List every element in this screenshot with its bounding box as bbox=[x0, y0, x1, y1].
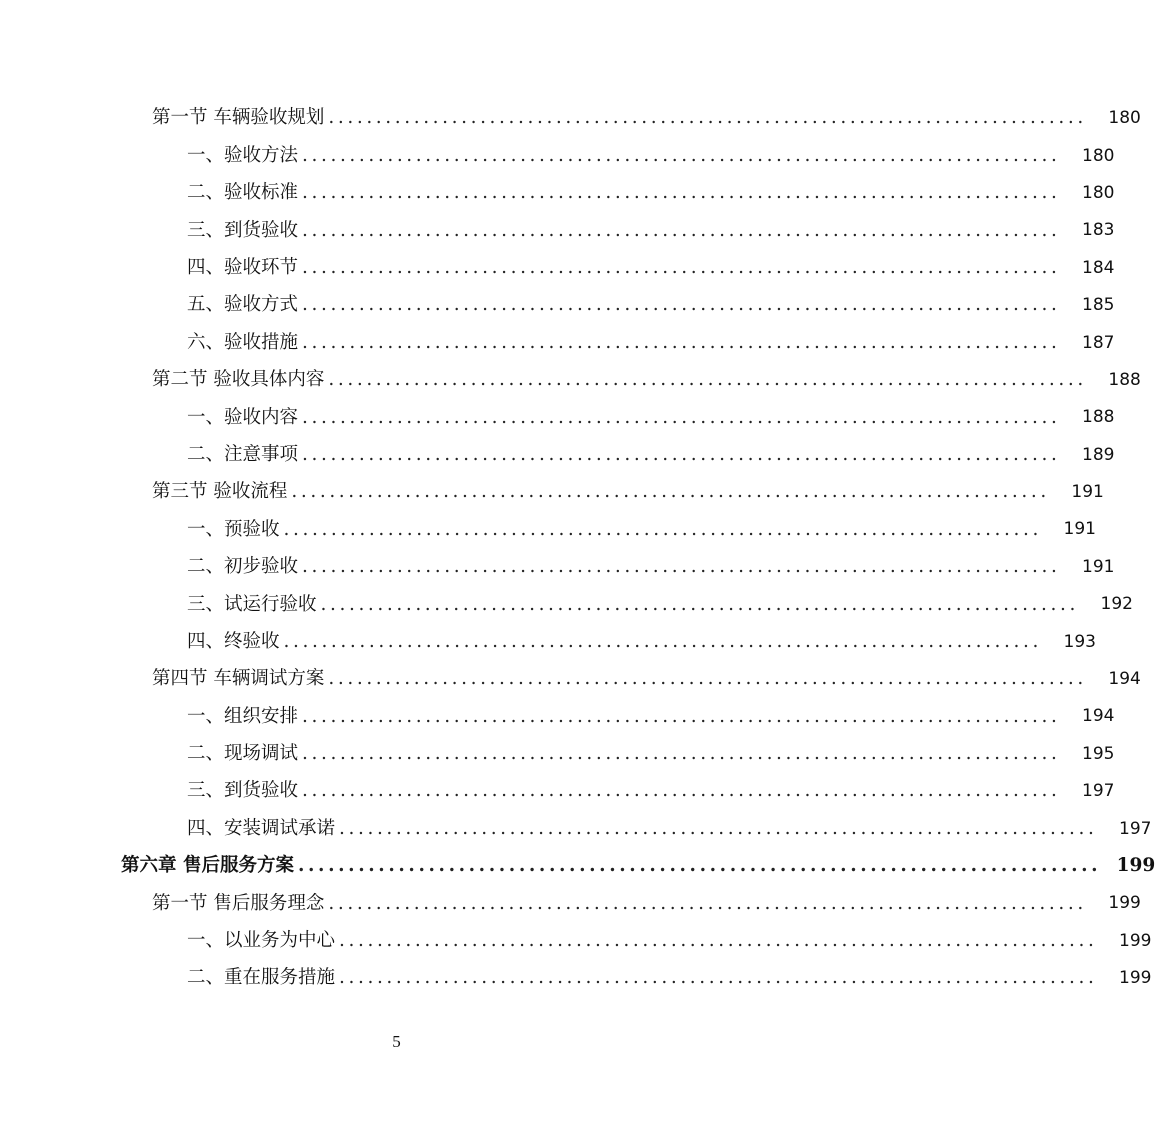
toc-leader-dots: ................................................................................ bbox=[339, 817, 1098, 839]
toc-entry-title: 第六章 售后服务方案 bbox=[121, 855, 294, 877]
toc-entry-page: 194 bbox=[1082, 706, 1115, 727]
toc-leader-dots: ................................................................................ bbox=[302, 406, 1061, 428]
toc-entry-page: 188 bbox=[1108, 369, 1141, 390]
toc-entry-item[interactable] bbox=[0, 212, 1115, 249]
toc-leader-dots: ................................................................................ bbox=[302, 331, 1061, 353]
toc-entry-item[interactable] bbox=[0, 175, 1115, 212]
toc-leader-dots: ................................................................................ bbox=[297, 855, 1102, 877]
toc-entry-page: 192 bbox=[1100, 594, 1133, 615]
toc-entry-page: 193 bbox=[1063, 631, 1096, 652]
toc-entry-title: 二、现场调试 bbox=[187, 743, 299, 765]
toc-entry-title: 三、到货验收 bbox=[187, 780, 299, 802]
toc-entry-title: 一、以业务为中心 bbox=[187, 930, 336, 952]
toc-entry-title: 二、验收标准 bbox=[187, 182, 299, 204]
toc-entry-page: 195 bbox=[1082, 743, 1115, 764]
toc-entry-title: 四、安装调试承诺 bbox=[187, 817, 336, 839]
toc-entry-section[interactable] bbox=[0, 474, 1104, 511]
toc-entry-item[interactable] bbox=[0, 623, 1096, 660]
toc-entry-page: 188 bbox=[1082, 407, 1115, 428]
toc-entry-section[interactable] bbox=[0, 100, 1141, 137]
toc-leader-dots: ................................................................................ bbox=[339, 930, 1098, 952]
toc-entry-title: 二、注意事项 bbox=[187, 443, 299, 465]
toc-entry-item[interactable] bbox=[0, 923, 1152, 960]
toc-entry-item[interactable] bbox=[0, 324, 1115, 361]
toc-entry-title: 四、验收环节 bbox=[187, 257, 299, 278]
toc-entry-title: 三、试运行验收 bbox=[187, 593, 317, 615]
toc-leader-dots: ................................................................................ bbox=[328, 369, 1087, 391]
toc-leader-dots: ................................................................................ bbox=[302, 443, 1061, 465]
toc-entry-title: 第一节 车辆验收规划 bbox=[152, 107, 325, 129]
toc-entry-title: 五、验收方式 bbox=[187, 294, 299, 316]
toc-entry-section[interactable] bbox=[0, 661, 1141, 698]
toc-leader-dots: ................................................................................ bbox=[302, 257, 1061, 278]
toc-entry-item[interactable] bbox=[0, 287, 1115, 324]
toc-leader-dots: ................................................................................ bbox=[291, 481, 1050, 503]
toc-entry-page: 197 bbox=[1119, 818, 1152, 839]
toc-entry-title: 第二节 验收具体内容 bbox=[152, 369, 325, 391]
toc-entry-item[interactable] bbox=[0, 698, 1115, 735]
toc-entry-title: 第三节 验收流程 bbox=[152, 481, 288, 503]
toc-leader-dots: ................................................................................ bbox=[302, 743, 1061, 765]
toc-entry-title: 一、验收方法 bbox=[187, 144, 299, 166]
toc-entry-title: 三、到货验收 bbox=[187, 219, 299, 241]
toc-leader-dots: ................................................................................ bbox=[283, 518, 1042, 540]
toc-entry-page: 185 bbox=[1082, 295, 1115, 316]
toc-entry-title: 一、验收内容 bbox=[187, 406, 299, 428]
toc-entry-section[interactable] bbox=[0, 362, 1141, 399]
toc-entry-page: 184 bbox=[1082, 257, 1115, 278]
toc-entry-item[interactable] bbox=[0, 773, 1115, 810]
toc-entry-item[interactable] bbox=[0, 399, 1115, 436]
toc-entry-item[interactable] bbox=[0, 137, 1115, 174]
toc-entry-title: 六、验收措施 bbox=[187, 331, 299, 353]
toc-entry-item[interactable] bbox=[0, 250, 1115, 287]
toc-entry-page: 183 bbox=[1082, 220, 1115, 241]
toc-leader-dots: ................................................................................ bbox=[328, 107, 1087, 129]
toc-entry-page: 194 bbox=[1108, 669, 1141, 690]
toc-leader-dots: ................................................................................ bbox=[328, 668, 1087, 690]
toc-entry-item[interactable] bbox=[0, 511, 1096, 548]
toc-entry-title: 二、重在服务措施 bbox=[187, 967, 336, 989]
toc-entry-page: 191 bbox=[1082, 556, 1115, 577]
toc-entry-page: 199 bbox=[1119, 930, 1152, 951]
toc-leader-dots: ................................................................................ bbox=[339, 967, 1098, 989]
page-number: 5 bbox=[392, 1032, 401, 1051]
toc-entry-page: 180 bbox=[1108, 108, 1141, 129]
toc-entry-title: 一、预验收 bbox=[187, 518, 280, 540]
table-of-contents bbox=[0, 100, 1155, 997]
toc-entry-title: 一、组织安排 bbox=[187, 705, 299, 727]
toc-entry-page: 180 bbox=[1082, 182, 1115, 203]
toc-leader-dots: ................................................................................ bbox=[302, 705, 1061, 727]
toc-entry-page: 191 bbox=[1063, 519, 1096, 540]
toc-entry-title: 第一节 售后服务理念 bbox=[152, 892, 325, 914]
toc-leader-dots: ................................................................................ bbox=[283, 630, 1042, 652]
toc-entry-page: 199 bbox=[1119, 968, 1152, 989]
toc-leader-dots: ................................................................................ bbox=[302, 182, 1061, 204]
toc-leader-dots: ................................................................................ bbox=[302, 556, 1061, 578]
toc-leader-dots: ................................................................................ bbox=[320, 593, 1079, 615]
toc-entry-item[interactable] bbox=[0, 549, 1115, 586]
toc-entry-chapter[interactable] bbox=[0, 848, 1155, 885]
toc-entry-item[interactable] bbox=[0, 810, 1152, 847]
toc-entry-item[interactable] bbox=[0, 736, 1115, 773]
toc-leader-dots: ................................................................................ bbox=[302, 219, 1061, 241]
toc-entry-section[interactable] bbox=[0, 885, 1141, 922]
toc-entry-item[interactable] bbox=[0, 960, 1152, 997]
toc-entry-item[interactable] bbox=[0, 586, 1133, 623]
toc-entry-page: 199 bbox=[1116, 855, 1155, 877]
toc-entry-page: 187 bbox=[1082, 332, 1115, 353]
toc-entry-title: 二、初步验收 bbox=[187, 556, 299, 578]
toc-entry-page: 197 bbox=[1082, 781, 1115, 802]
toc-entry-page: 191 bbox=[1071, 482, 1104, 503]
toc-leader-dots: ................................................................................ bbox=[328, 892, 1087, 914]
toc-leader-dots: ................................................................................ bbox=[302, 144, 1061, 166]
toc-entry-page: 199 bbox=[1108, 893, 1141, 914]
toc-entry-title: 第四节 车辆调试方案 bbox=[152, 668, 325, 690]
toc-entry-page: 180 bbox=[1082, 145, 1115, 166]
toc-entry-page: 189 bbox=[1082, 444, 1115, 465]
toc-entry-item[interactable] bbox=[0, 437, 1115, 474]
toc-leader-dots: ................................................................................ bbox=[302, 294, 1061, 316]
toc-entry-title: 四、终验收 bbox=[187, 630, 280, 652]
toc-leader-dots: ................................................................................ bbox=[302, 780, 1061, 802]
